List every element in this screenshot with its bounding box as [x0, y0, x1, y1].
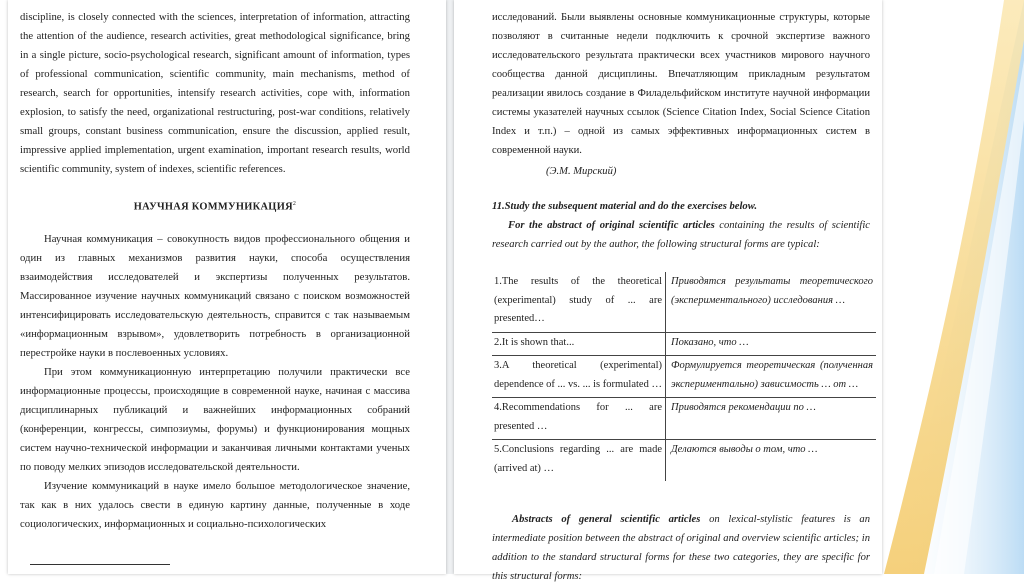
table-cell-english: 1.The results of the theoretical (experimental) study of ... are presented… — [492, 272, 666, 332]
table-row — [492, 398, 876, 440]
table-cell-english: 3.A theoretical (experimental) dependence of ... vs. ... is formulated … — [492, 356, 666, 398]
body-paragraph-2: При этом коммуникационную интерпретацию получили практически все информационные процессы, происходящие в современной науке, начиная с массива дисциплинарных публикаций и важнейших информационных собраний (конференции, конгрессы, симпозиумы, форумы) и функционирования мощных систем научно-технической информации и заканчивая личными контактами ученых по поводу мелких эпизодов исследовательской деятельности. — [20, 366, 410, 474]
table-cell-russian: Формулируется теоретическая (полученная экспериментально) зависимость … от … — [666, 356, 877, 398]
structural-forms-table — [492, 272, 876, 481]
document-page-left — [8, 0, 446, 574]
document-page-right — [454, 0, 882, 582]
body-paragraph-3: Изучение коммуникаций в науке имело большое методологическое значение, так как в них удалось свести в единую картину данные, полученные в ходе социологических, информационных и социально-психологических — [20, 480, 410, 531]
body-paragraph-1: Научная коммуникация – совокупность видов профессионального общения и один из главных механизмов развития науки, способа осуществления взаимодействия исследователей и экспертизы полученных результатов. Массированное изучение научных коммуникаций связано с поиском возможностей интенсифицировать исследовательскую деятельность, справится с так называемым «информационным взрывом», удовлетворить потребность в организационной перестройке науки в послевоенных условиях. — [20, 233, 410, 360]
abstracts-paragraph — [492, 510, 870, 586]
footnote-separator — [30, 564, 170, 565]
abstracts-bold: Abstracts of general scientific articles — [512, 514, 701, 525]
table-row — [492, 356, 876, 398]
continuation-paragraph: исследований. Были выявлены основные коммуникационные структуры, которые позволяют в считанные недели подключить к срочной экспертизе важного исследовательского результата практически всех участников мирового научного сообщества данной дисциплины. Впечатляющим прикладным результатом реализации явилось создание в Филадельфийском институте научной информации системы указателей научных ссылок (Science Citation Index, Social Science Citation Index и т.п.) – одной из самых эффективных информационных систем в современной науки. — [492, 12, 870, 156]
table-cell-english: 5.Conclusions regarding ... are made (arrived at) … — [492, 440, 666, 482]
vocabulary-paragraph: discipline, is closely connected with the sciences, interpretation of information, attracting the attention of the audience, research activities, great methodological significance, bring in a single picture, socio-psychological research, significant amount of information, types of professional communication, scientific community, main mechanisms, method of research, search for opportunities, intensify research activities, cope with, information explosion, to satisfy the need, organizational restructuring, post-war conditions, relatively small groups, constant business communication, ensure the discussion, applied result, impressive applied implementation, urgent examination, important research results, world scientific community, system of indexes, scientific references. — [20, 11, 410, 175]
left-page-content — [20, 8, 410, 534]
footnote-mark: 2 — [292, 201, 297, 207]
table-row — [492, 440, 876, 482]
table-cell-russian: Делаются выводы о том, что … — [666, 440, 877, 482]
table-cell-russian: Приводятся рекомендации по … — [666, 398, 877, 440]
table-row — [492, 332, 876, 356]
table-cell-russian: Приводятся результаты теоретического (экспериментального) исследования … — [671, 276, 873, 306]
right-page-content — [492, 8, 873, 582]
table-cell-english: 4.Recommendations for ... are presented … — [492, 398, 666, 440]
exercise-intro-bold: For the abstract of original scientific articles — [508, 220, 715, 231]
source-attribution: (Э.М. Мирский) — [546, 166, 617, 177]
table-cell-english: 2.It is shown that... — [492, 332, 666, 356]
exercise-heading: 11.Study the subsequent material and do the exercises below. — [492, 201, 758, 212]
section-title-text: НАУЧНАЯ КОММУНИКАЦИЯ — [133, 201, 293, 213]
table-row — [492, 272, 876, 332]
table-cell-russian: Показано, что … — [666, 332, 877, 356]
page-gutter — [446, 0, 454, 574]
abstracts-rest: on lexical-stylistic features is an intermediate position between the abstract of original and overview scientific articles; in addition to the standard structural forms for these two categories, they are specific for this structural forms: — [492, 514, 870, 582]
exercise-intro — [492, 216, 870, 254]
section-title — [20, 201, 410, 212]
exercise-intro-rest: containing the results of scientific research carried out by the author, the following structural forms are typical: — [492, 220, 870, 250]
